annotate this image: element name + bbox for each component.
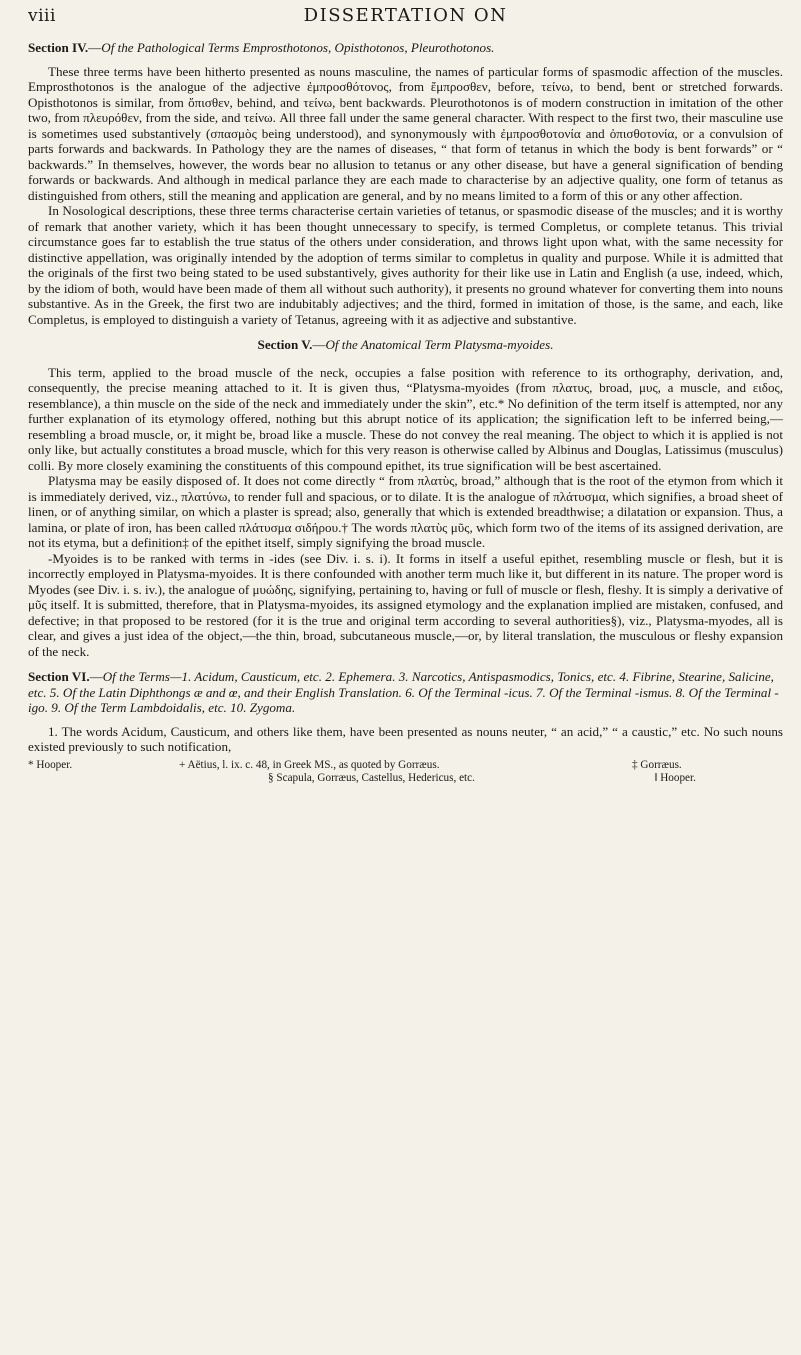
page-number: viii [28, 6, 56, 26]
footnote-scapula: § Scapula, Gorræus, Castellus, Hedericus, etc. [268, 771, 475, 784]
running-title: DISSERTATION ON [303, 5, 508, 26]
section-4-paragraph-2: In Nosological descriptions, these three terms characterise certain varieties of tetanus, or spasmodic disease of the muscles; and it is worthy of remark that another variety, which it has been thought unnecessary to specify, is termed Completus, or complete tetanus. This trivial circumstance goes far to establish the true status of the others under consideration, and throws light upon what, with the same necessity for distinctive appellation, was originally intended by the adoption of terms similar to completus in quality and purpose. While it is admitted that the originals of the first two being stated to be used substantively, gives authority for their like use in Latin and English (a use, indeed, which, by the idiom of both, would have been made of them all without such authority), it presents no ground whatever for converting them into nouns substantive. As in the Greek, the first two are indubitably adjectives; and the third, formed in imitation of those, is the same, and each, like Completus, is employed to distinguish a variety of Tetanus, agreeing with it as adjective and substantive. [28, 203, 783, 327]
footnote-row-2 [28, 772, 783, 785]
section-6-label: Section VI. [28, 669, 90, 684]
section-4-heading: Section IV.—Of the Pathological Terms Emprosthotonos, Opisthotonos, Pleurothotonos. [28, 40, 495, 55]
footnote-row-1 [28, 759, 783, 772]
section-5-paragraph-2: Platysma may be easily disposed of. It does not come directly “ from πλατὺς, broad,” although that is the root of the etymon from which it is immediately derived, viz., πλατύνω, to render full and spacious, or to dilate. It is the analogue of πλάτυσμα, which signifies, a broad sheet of linen, or of anything similar, on which a plaster is spread; also, generally that which is extended breadthwise; a dilatation or expansion. Thus, a lamina, or plate of iron, has been called πλάτυσμα σιδήρου.† The words πλατὺς μῦς, which form two of the items of its assigned derivation, are not its etyma, but a definition‡ of the epithet itself, simply signifying the broad muscle. [28, 473, 783, 550]
footnote-aetius: + Aëtius, l. ix. c. 48, in Greek MS., as quoted by Gorræus. [179, 758, 440, 771]
section-5-title: Of the Anatomical Term Platysma-myoides. [325, 337, 554, 352]
section-5-heading: Section V.—Of the Anatomical Term Platysma-myoides. [257, 337, 554, 352]
section-4-title: Of the Pathological Terms Emprosthotonos, Opisthotonos, Pleurothotonos. [101, 40, 495, 55]
section-6-paragraph-1: 1. The words Acidum, Causticum, and others like them, have been presented as nouns neuter, “ an acid,” “ a caustic,” etc. No such nouns existed previously to such notification, [28, 723, 783, 754]
footnotes [28, 759, 783, 785]
footnote-hooper: * Hooper. [28, 758, 73, 771]
running-head [28, 0, 783, 40]
section-6-heading: Section VI.—Of the Terms—1. Acidum, Causticum, etc. 2. Ephemera. 3. Narcotics, Antispasmodics, Tonics, etc. 4. Fibrine, Stearine, Salicine, etc. 5. Of the Latin Diphthongs æ and œ, and their English Translation. 6. Of the Terminal -icus. 7. Of the Terminal -ismus. 8. Of the Terminal -igo. 9. Of the Term Lambdoidalis, etc. 10. Zygoma. [28, 669, 779, 715]
section-5-paragraph-1: This term, applied to the broad muscle of the neck, occupies a false position with reference to its orthography, derivation, and, consequently, the precise meaning attached to it. It is given thus, “Platysma-myoides (from πλατυς, broad, μυς, a muscle, and ειδος, resemblance), a thin muscle on the side of the neck and immediately under the skin”, etc.* No definition of the term itself is attempted, nor any further explanation of its etymology offered, nothing but this abrupt notice of its application; the signification left to be inferred being,—resembling a broad muscle, or, it might be, broad like a muscle. These do not convey the real meaning. The object to which it is applied is not only like, but actually constitutes a broad muscle, which for this very reason is otherwise called by Albinus and Douglas, Latissimus (musculus) colli. By more closely examining the constituents of this compound epithet, its true signification will be best ascertained. [28, 364, 783, 473]
section-4-paragraph-1: These three terms have been hitherto presented as nouns masculine, the names of particular forms of spasmodic affection of the muscles. Emprosthotonos is the analogue of the adjective ἐμπροσθότονος, from ἔμπροσθεν, before, τείνω, to bend, bent or stretched forwards. Opisthotonos is similar, from ὄπισθεν, behind, and τείνω, bent backwards. Pleurothotonos is of modern construction in imitation of the other two, from πλευρόθεν, from the side, and τείνω. All three fall under the same general character. With respect to the first two, their masculine use is sometimes used substantively (σπασμὸς being understood), and synonymously with ἐμπροσθοτονία and ὀπισθοτονία, or a convulsion of parts forwards and backwards. In Pathology they are the names of diseases, “ that form of tetanus in which the body is bent forwards” or “ backwards.” In themselves, however, the words bear no allusion to tetanus or any other disease, but have a general signification of bending forwards or backwards. And although in medical parlance they are each made to characterise by an adjective quality, one form of tetanus as distinguished from others, still the meaning and application are general, and by no means limited to a form of this or any other affection. [28, 63, 783, 203]
footnote-gorraeus: ‡ Gorræus. [632, 758, 682, 771]
page-body [28, 40, 783, 785]
section-5-paragraph-3: -Myoides is to be ranked with terms in -ides (see Div. i. s. i). It forms in itself a useful epithet, resembling muscle or flesh, but it is incorrectly employed in Platysma-myoides. It is there confounded with another term much like it, but different in its nature. The proper word is Myodes (see Div. i. s. iv.), the analogue of μυώδης, signifying, pertaining to, having or full of muscle or flesh, fleshy. It is simply a derivative of μῦς itself. It is submitted, therefore, that in Platysma-myoides, its assigned etymology and the explanation implied are mistaken, confused, and defective; in that proposed to be restored (for it is the true and original term according to several authorities§), viz., Platysma-myodes, all is clear, and gives a just idea of the object,—the thin, broad, subcutaneous muscle,—or, by literal translation, the musculous or fleshy expansion of the neck. [28, 550, 783, 659]
section-5-label: Section V. [257, 337, 313, 352]
footnote-hooper-2: ‖ Hooper. [654, 771, 696, 784]
section-6-title: Of the Terms—1. Acidum, Causticum, etc. 2. Ephemera. 3. Narcotics, Antispasmodics, Tonics, etc. 4. Fibrine, Stearine, Salicine, etc. 5. Of the Latin Diphthongs æ and œ, and their English Translation. 6. Of the Terminal -icus. 7. Of the Terminal -ismus. 8. Of the Terminal -igo. 9. Of the Term Lambdoidalis, etc. 10. Zygoma. [28, 669, 779, 715]
section-4-label: Section IV. [28, 40, 89, 55]
